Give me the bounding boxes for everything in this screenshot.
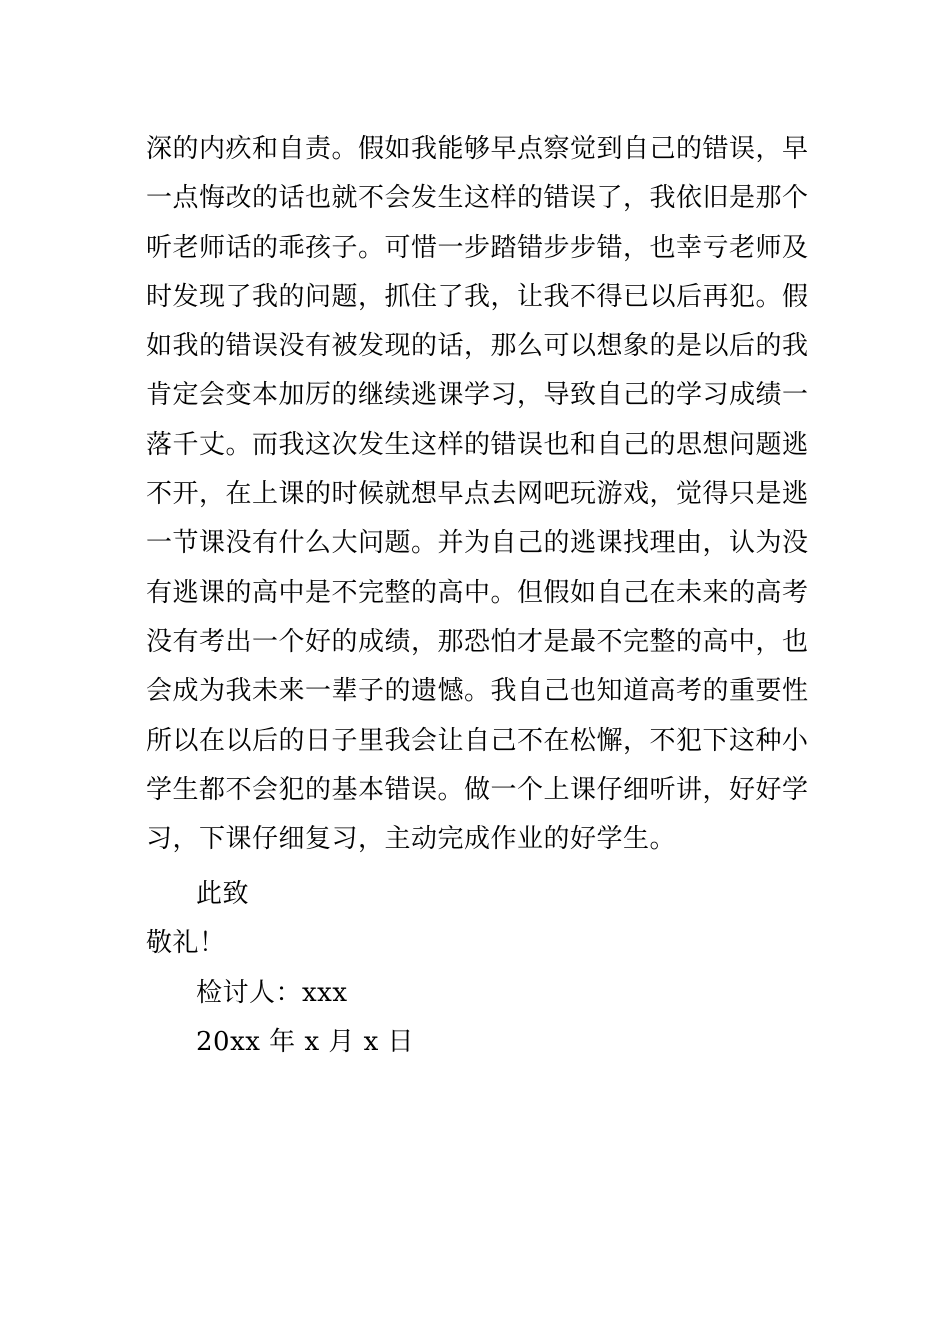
paragraph-line: 有逃课的高中是不完整的高中。但假如自己在未来的高考 bbox=[146, 577, 809, 608]
closing-salutation: 此致 bbox=[196, 879, 250, 909]
paragraph-line: 听老师话的乖孩子。可惜一步踏错步步错，也幸亏老师及 bbox=[146, 232, 809, 263]
paragraph-line: 落千丈。而我这次发生这样的错误也和自己的思想问题逃 bbox=[146, 429, 809, 460]
paragraph-line: 习，下课仔细复习，主动完成作业的好学生。 bbox=[146, 824, 677, 855]
paragraph-line: 不开，在上课的时候就想早点去网吧玩游戏，觉得只是逃 bbox=[146, 479, 809, 510]
paragraph-line: 学生都不会犯的基本错误。做一个上课仔细听讲，好好学 bbox=[146, 774, 809, 805]
paragraph-line: 没有考出一个好的成绩，那恐怕才是最不完整的高中，也 bbox=[146, 626, 809, 657]
letter-closing bbox=[146, 870, 816, 1067]
paragraph-line: 时发现了我的问题，抓住了我，让我不得已以后再犯。假 bbox=[146, 281, 809, 312]
closing-regards: 敬礼！ bbox=[146, 928, 226, 959]
signer-line: 检讨人：xxx bbox=[196, 977, 348, 1008]
letter-body bbox=[146, 125, 816, 864]
date-line: 20xx 年 x 月 x 日 bbox=[196, 1026, 415, 1057]
paragraph-line: 肯定会变本加厉的继续逃课学习，导致自己的学习成绩一 bbox=[146, 380, 809, 411]
paragraph-line: 一节课没有什么大问题。并为自己的逃课找理由，认为没 bbox=[146, 528, 809, 559]
paragraph-line: 深的内疚和自责。假如我能够早点察觉到自己的错误，早 bbox=[146, 134, 809, 164]
paragraph-line: 如我的错误没有被发现的话，那么可以想象的是以后的我 bbox=[146, 331, 809, 362]
paragraph-line: 所以在以后的日子里我会让自己不在松懈，不犯下这种小 bbox=[146, 725, 809, 756]
paragraph-line: 会成为我未来一辈子的遗憾。我自己也知道高考的重要性 bbox=[146, 676, 809, 707]
paragraph-line: 一点悔改的话也就不会发生这样的错误了，我依旧是那个 bbox=[146, 183, 809, 214]
